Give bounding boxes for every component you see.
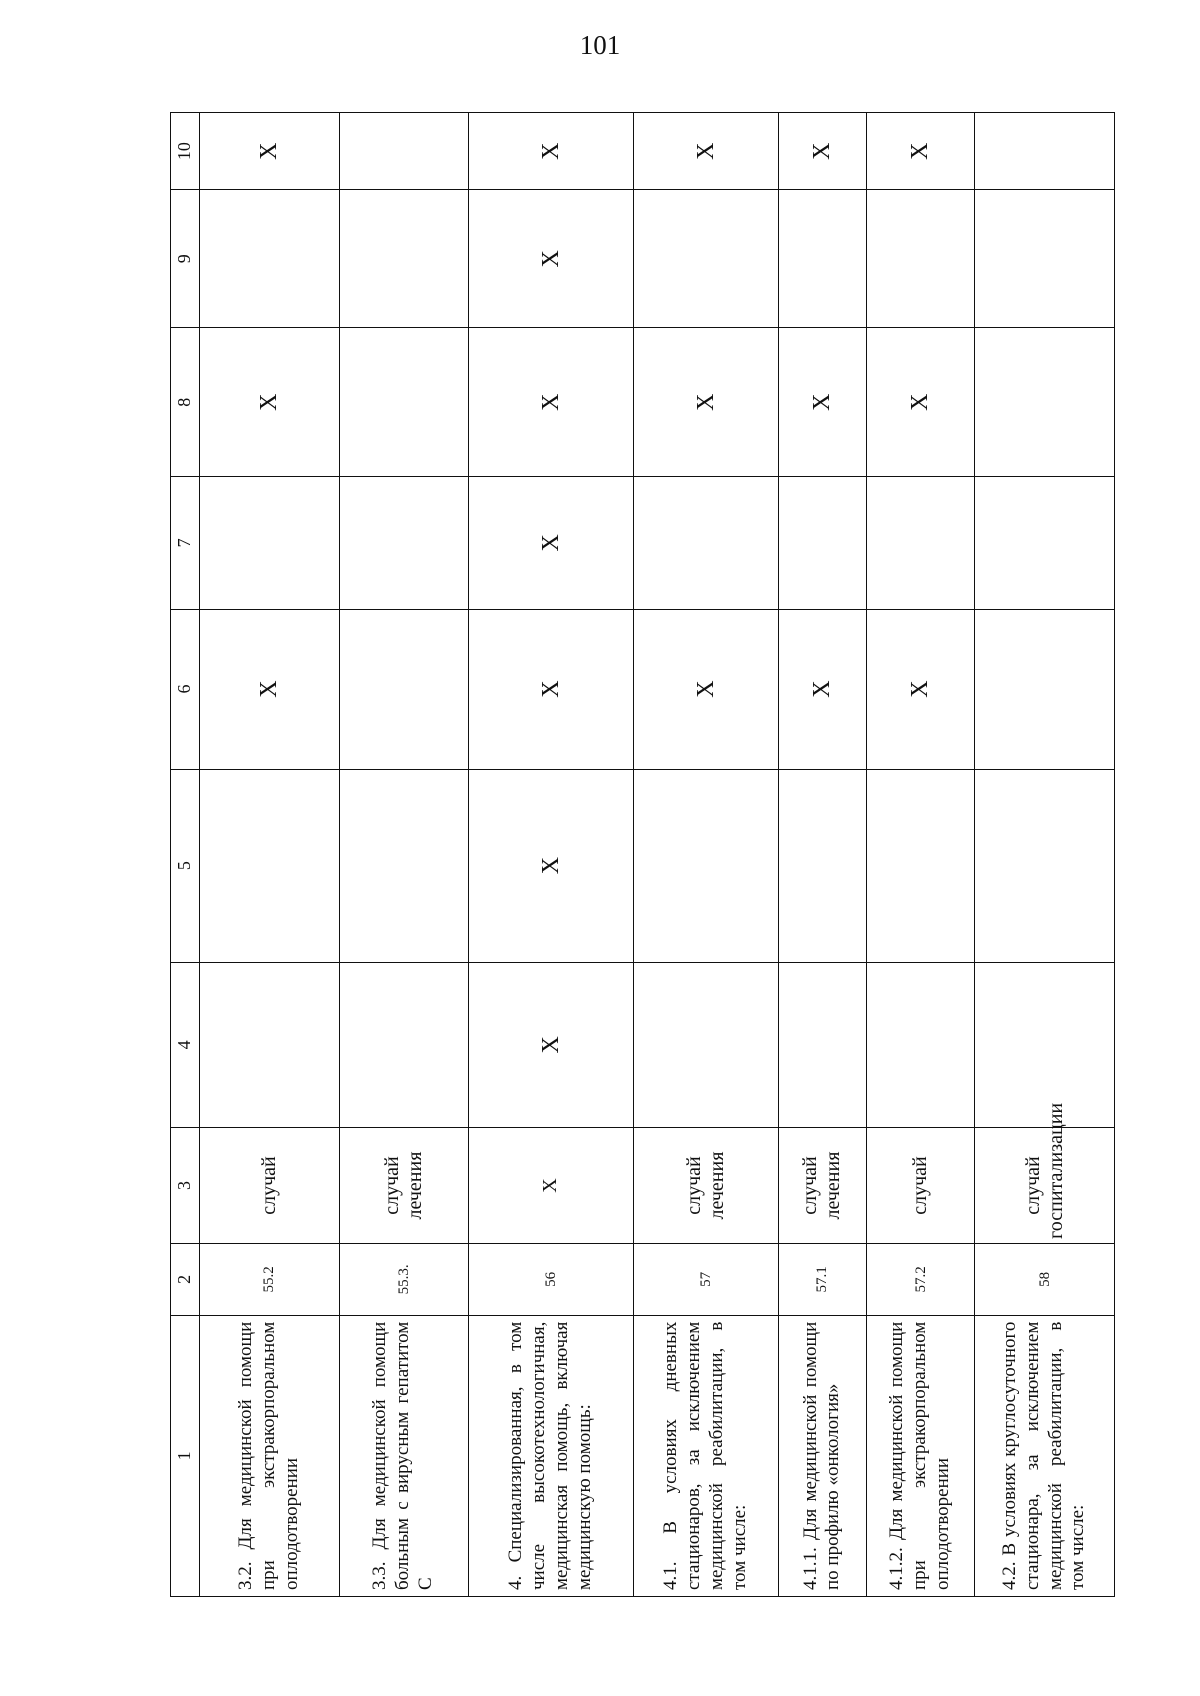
rotated-table-container bbox=[170, 112, 1115, 1597]
row-unit: случай лечения bbox=[339, 1128, 468, 1244]
column-number-3: 3 bbox=[171, 1128, 200, 1244]
row-unit: случай bbox=[866, 1128, 975, 1244]
cell-col-10: Х bbox=[634, 113, 779, 190]
table-row bbox=[339, 113, 468, 1597]
table-row bbox=[975, 113, 1115, 1597]
cell-col-9 bbox=[866, 190, 975, 328]
table-row bbox=[866, 113, 975, 1597]
cell-col-5 bbox=[199, 769, 339, 962]
row-code: 55.3. bbox=[339, 1243, 468, 1315]
cell-col-5 bbox=[975, 769, 1115, 962]
table-row bbox=[634, 113, 779, 1597]
cell-col-6 bbox=[975, 609, 1115, 769]
cell-col-9 bbox=[199, 190, 339, 328]
row-name: 3.3. Для медицинской помощи больным с вирусным гепатитом С bbox=[339, 1315, 468, 1596]
cell-col-6: Х bbox=[778, 609, 866, 769]
cell-col-4: Х bbox=[468, 962, 633, 1128]
cell-col-6: Х bbox=[866, 609, 975, 769]
cell-col-10 bbox=[339, 113, 468, 190]
row-unit: случай лечения bbox=[634, 1128, 779, 1244]
cell-col-6: Х bbox=[468, 609, 633, 769]
row-code: 57.1 bbox=[778, 1243, 866, 1315]
cell-col-7 bbox=[634, 477, 779, 609]
row-name: 4.1. В условиях дневных стационаров, за исключением медицинской реабилитации, в том числе: bbox=[634, 1315, 779, 1596]
cell-col-9 bbox=[778, 190, 866, 328]
cell-col-8: Х bbox=[866, 328, 975, 477]
column-number-7: 7 bbox=[171, 477, 200, 609]
cell-col-4 bbox=[634, 962, 779, 1128]
column-number-1: 1 bbox=[171, 1315, 200, 1596]
row-unit: случай госпитализации bbox=[975, 1128, 1115, 1244]
row-code: 56 bbox=[468, 1243, 633, 1315]
column-number-2: 2 bbox=[171, 1243, 200, 1315]
table-row bbox=[468, 113, 633, 1597]
column-number-6: 6 bbox=[171, 609, 200, 769]
column-number-8: 8 bbox=[171, 328, 200, 477]
cell-col-4 bbox=[866, 962, 975, 1128]
row-name: 4.2. В условиях круглосуточного стационара, за исключением медицинской реабилитации, в том числе: bbox=[975, 1315, 1115, 1596]
data-table bbox=[170, 112, 1115, 1597]
row-code: 57.2 bbox=[866, 1243, 975, 1315]
column-number-10: 10 bbox=[171, 113, 200, 190]
cell-col-7 bbox=[339, 477, 468, 609]
cell-col-7 bbox=[975, 477, 1115, 609]
cell-col-5 bbox=[339, 769, 468, 962]
cell-col-5 bbox=[778, 769, 866, 962]
cell-col-7 bbox=[866, 477, 975, 609]
row-unit: случай bbox=[199, 1128, 339, 1244]
cell-col-8 bbox=[339, 328, 468, 477]
row-name: 3.2. Для медицинской помощи при экстракорпоральном оплодотворении bbox=[199, 1315, 339, 1596]
table-row bbox=[778, 113, 866, 1597]
cell-col-6: Х bbox=[199, 609, 339, 769]
row-code: 55.2 bbox=[199, 1243, 339, 1315]
cell-col-7: Х bbox=[468, 477, 633, 609]
row-name: 4.1.1. Для медицинской помощи по профилю «онкология» bbox=[778, 1315, 866, 1596]
page-number: 101 bbox=[579, 30, 621, 60]
row-unit: случай лечения bbox=[778, 1128, 866, 1244]
row-name: 4. Специализированная, в том числе высокотехнологичная, медицинская помощь, включая медицинскую помощь: bbox=[468, 1315, 633, 1596]
cell-col-9 bbox=[975, 190, 1115, 328]
column-number-4: 4 bbox=[171, 962, 200, 1128]
table-frame bbox=[170, 112, 1115, 1597]
cell-col-8: Х bbox=[199, 328, 339, 477]
column-number-9: 9 bbox=[171, 190, 200, 328]
cell-col-6 bbox=[339, 609, 468, 769]
column-number-5: 5 bbox=[171, 769, 200, 962]
cell-col-5 bbox=[634, 769, 779, 962]
cell-col-8 bbox=[975, 328, 1115, 477]
cell-col-10 bbox=[975, 113, 1115, 190]
table-row bbox=[199, 113, 339, 1597]
cell-col-8: Х bbox=[634, 328, 779, 477]
row-code: 58 bbox=[975, 1243, 1115, 1315]
row-code: 57 bbox=[634, 1243, 779, 1315]
cell-col-8: Х bbox=[778, 328, 866, 477]
row-name: 4.1.2. Для медицинской помощи при экстракорпоральном оплодотворении bbox=[866, 1315, 975, 1596]
cell-col-10: Х bbox=[468, 113, 633, 190]
cell-col-4 bbox=[339, 962, 468, 1128]
cell-col-7 bbox=[199, 477, 339, 609]
cell-col-10: Х bbox=[866, 113, 975, 190]
cell-col-4 bbox=[199, 962, 339, 1128]
cell-col-9 bbox=[339, 190, 468, 328]
cell-col-8: Х bbox=[468, 328, 633, 477]
cell-col-9: Х bbox=[468, 190, 633, 328]
column-number-row bbox=[171, 113, 200, 1597]
cell-col-7 bbox=[778, 477, 866, 609]
cell-col-5: Х bbox=[468, 769, 633, 962]
cell-col-10: Х bbox=[778, 113, 866, 190]
cell-col-10: Х bbox=[199, 113, 339, 190]
cell-col-4 bbox=[778, 962, 866, 1128]
row-unit: Х bbox=[468, 1128, 633, 1244]
cell-col-6: Х bbox=[634, 609, 779, 769]
cell-col-9 bbox=[634, 190, 779, 328]
cell-col-5 bbox=[866, 769, 975, 962]
